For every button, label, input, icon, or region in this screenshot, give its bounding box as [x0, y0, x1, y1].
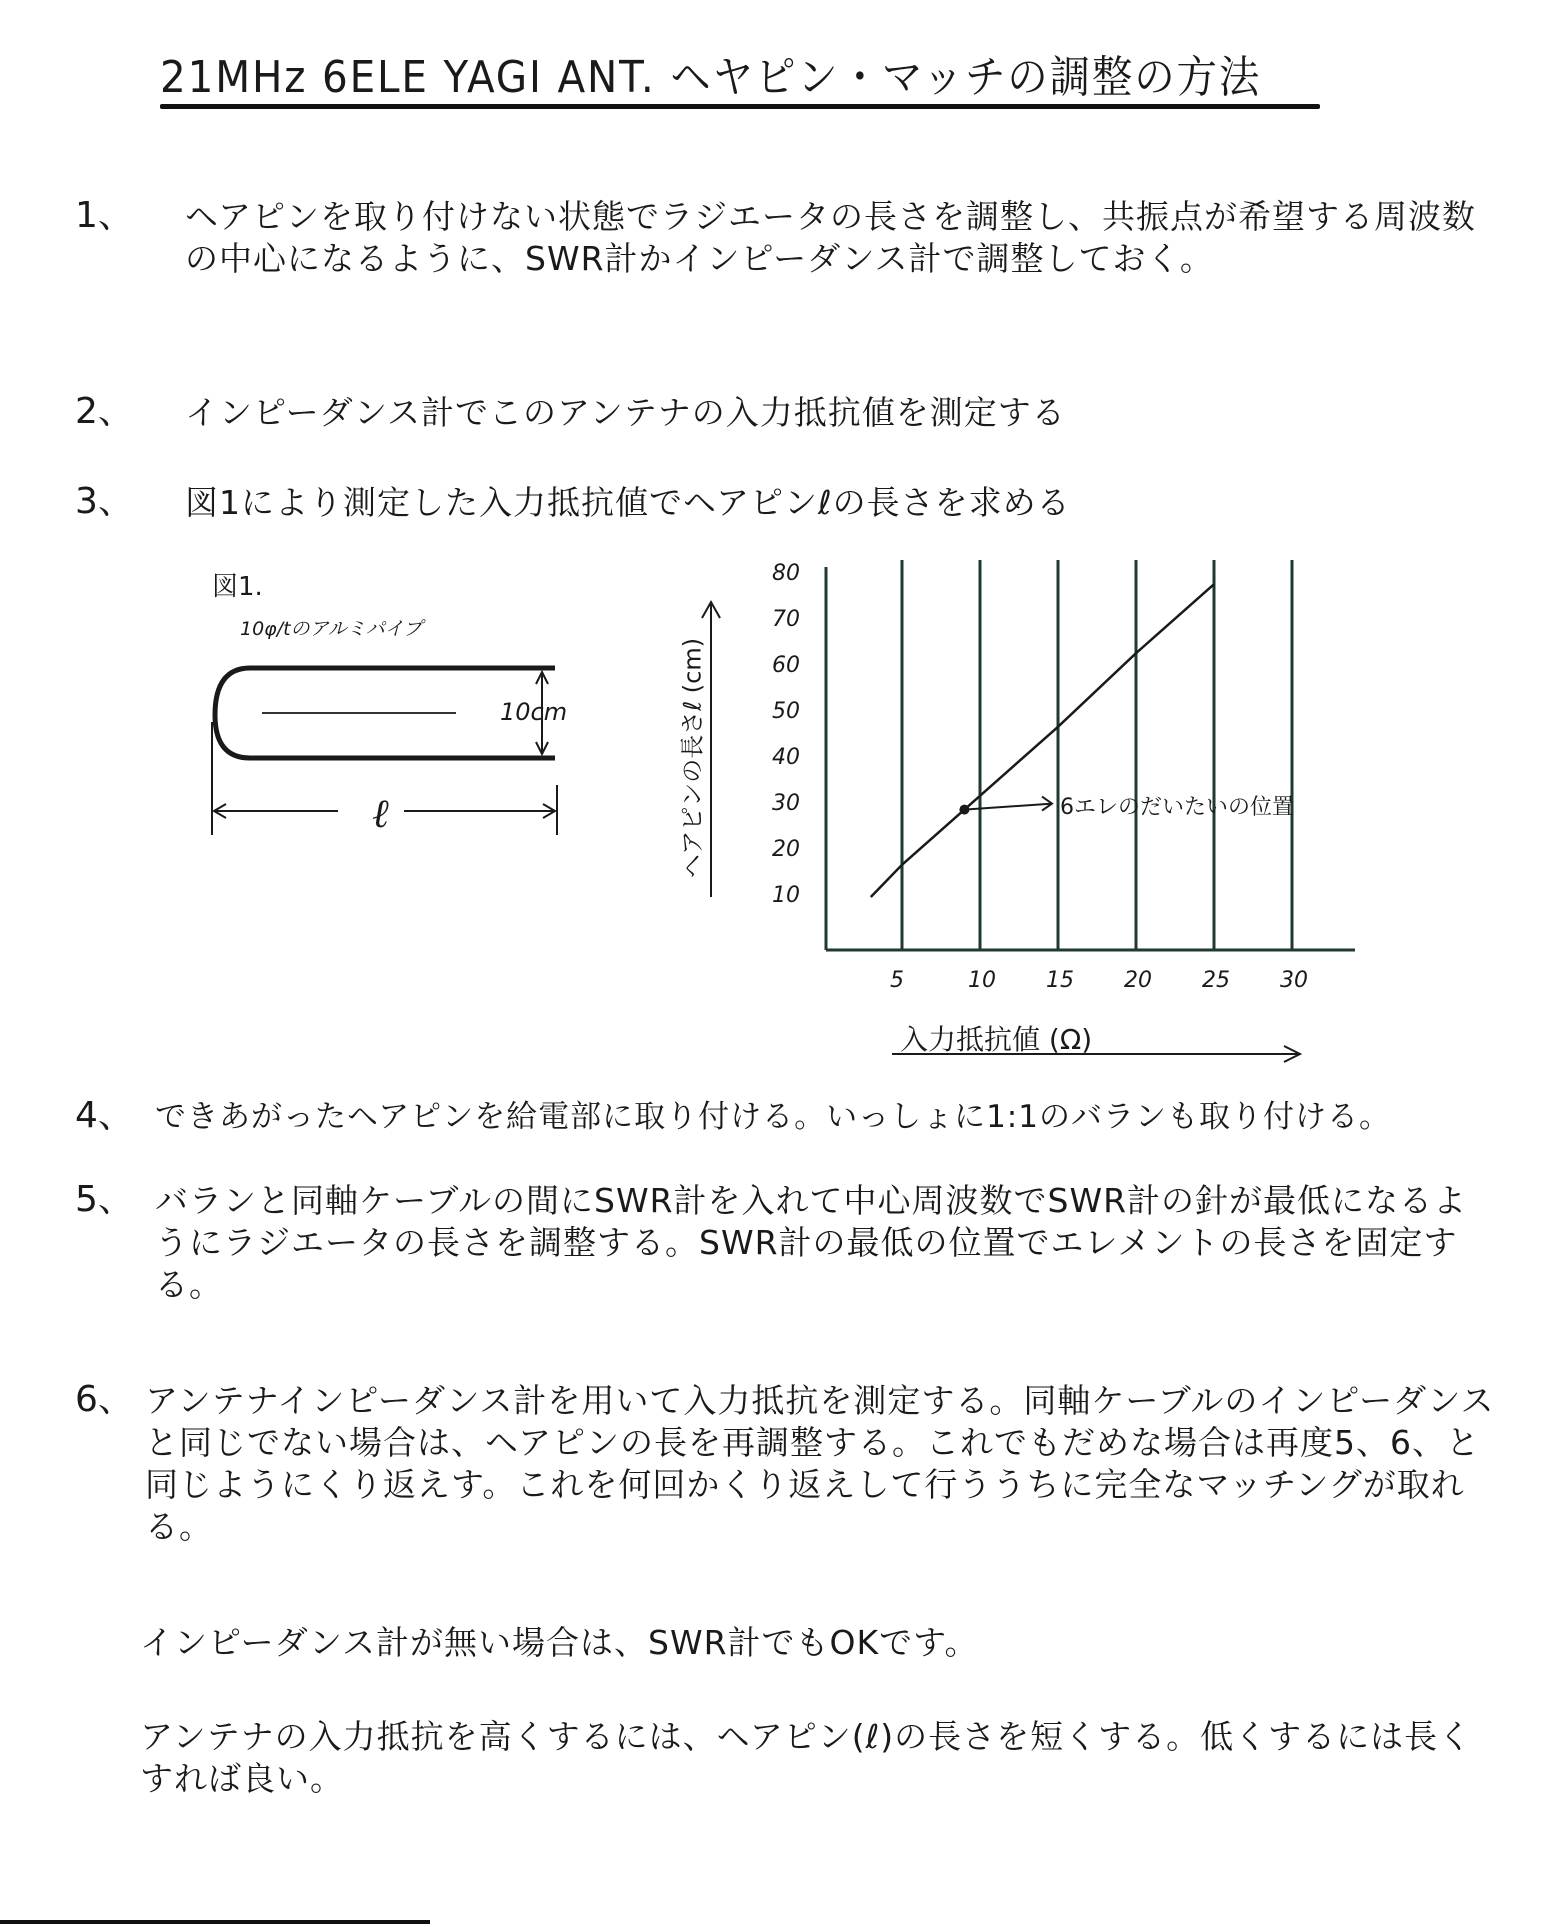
page-title: 21MHz 6ELE YAGI ANT. ヘヤピン・マッチの調整の方法 — [160, 52, 1262, 103]
step-text: できあがったヘアピンを給電部に取り付ける。いっしょに1:1のバランも取り付ける。 — [155, 1099, 1391, 1135]
footer-rule — [0, 1920, 430, 1924]
y-tick-label: 80 — [772, 561, 800, 586]
step-text: アンテナインピーダンス計を用いて入力抵抗を測定する。同軸ケーブルのインピーダンスと同じでない場合は、ヘアピンの長を再調整する。これでもだめな場合は再度5、6、と同じようにくり返えす。これを何回かくり返えして行ううちに完全なマッチングが取れる。 — [145, 1381, 1495, 1546]
x-tick-label: 5 — [890, 968, 904, 993]
step-number: 2、 — [75, 391, 134, 432]
x-tick-label: 10 — [968, 968, 996, 993]
step-number: 6、 — [75, 1379, 134, 1420]
step-text: ヘアピンを取り付けない状態でラジエータの長さを調整し、共振点が希望する周波数の中心になるように、SWR計かインピーダンス計で調整しておく。 — [185, 197, 1477, 278]
y-tick-label: 60 — [772, 653, 800, 678]
x-tick-label: 15 — [1046, 968, 1074, 993]
x-tick-label: 30 — [1280, 968, 1308, 993]
figure-label: 図1. — [212, 572, 263, 602]
step-text: 図1により測定した入力抵抗値でヘアピンℓの長さを求める — [185, 483, 1071, 522]
note-no-impedance-meter: インピーダンス計が無い場合は、SWR計でもOKです。 — [140, 1623, 979, 1662]
y-tick-label: 50 — [772, 699, 800, 724]
step-number: 5、 — [75, 1179, 134, 1220]
pipe-spec-label: 10φ/tのアルミパイプ — [240, 618, 423, 640]
y-tick-label: 30 — [772, 791, 800, 816]
step-text: バランと同軸ケーブルの間にSWR計を入れて中心周波数でSWR計の針が最低になるようにラジエータの長さを調整する。SWR計の最低の位置でエレメントの長さを固定する。 — [155, 1181, 1468, 1304]
x-axis-label: 入力抵抗値 (Ω) — [900, 1023, 1093, 1056]
y-tick-label: 70 — [772, 607, 800, 632]
y-axis-label: ヘアピンの長さℓ (cm) — [678, 637, 707, 879]
length-dimension-label: ℓ — [372, 791, 389, 837]
step-text: インピーダンス計でこのアンテナの入力抵抗値を測定する — [185, 393, 1066, 432]
y-tick-label: 20 — [772, 837, 800, 862]
data-line — [871, 584, 1214, 897]
y-tick-label: 40 — [772, 745, 800, 770]
chart-annotation: 6エレのだいたいの位置 — [1060, 795, 1294, 820]
step-number: 4、 — [75, 1095, 134, 1136]
note-adjust-resistance: アンテナの入力抵抗を高くするには、ヘアピン(ℓ)の長さを短くする。低くするには長くすれば良い。 — [140, 1717, 1473, 1798]
step-number: 3、 — [75, 481, 134, 522]
chart-gridlines — [902, 560, 1292, 950]
spacing-dimension-label: 10cm — [500, 698, 568, 726]
y-tick-label: 10 — [772, 883, 800, 908]
x-tick-label: 25 — [1202, 968, 1230, 993]
step-number: 1、 — [75, 195, 134, 236]
x-tick-label: 20 — [1124, 968, 1152, 993]
